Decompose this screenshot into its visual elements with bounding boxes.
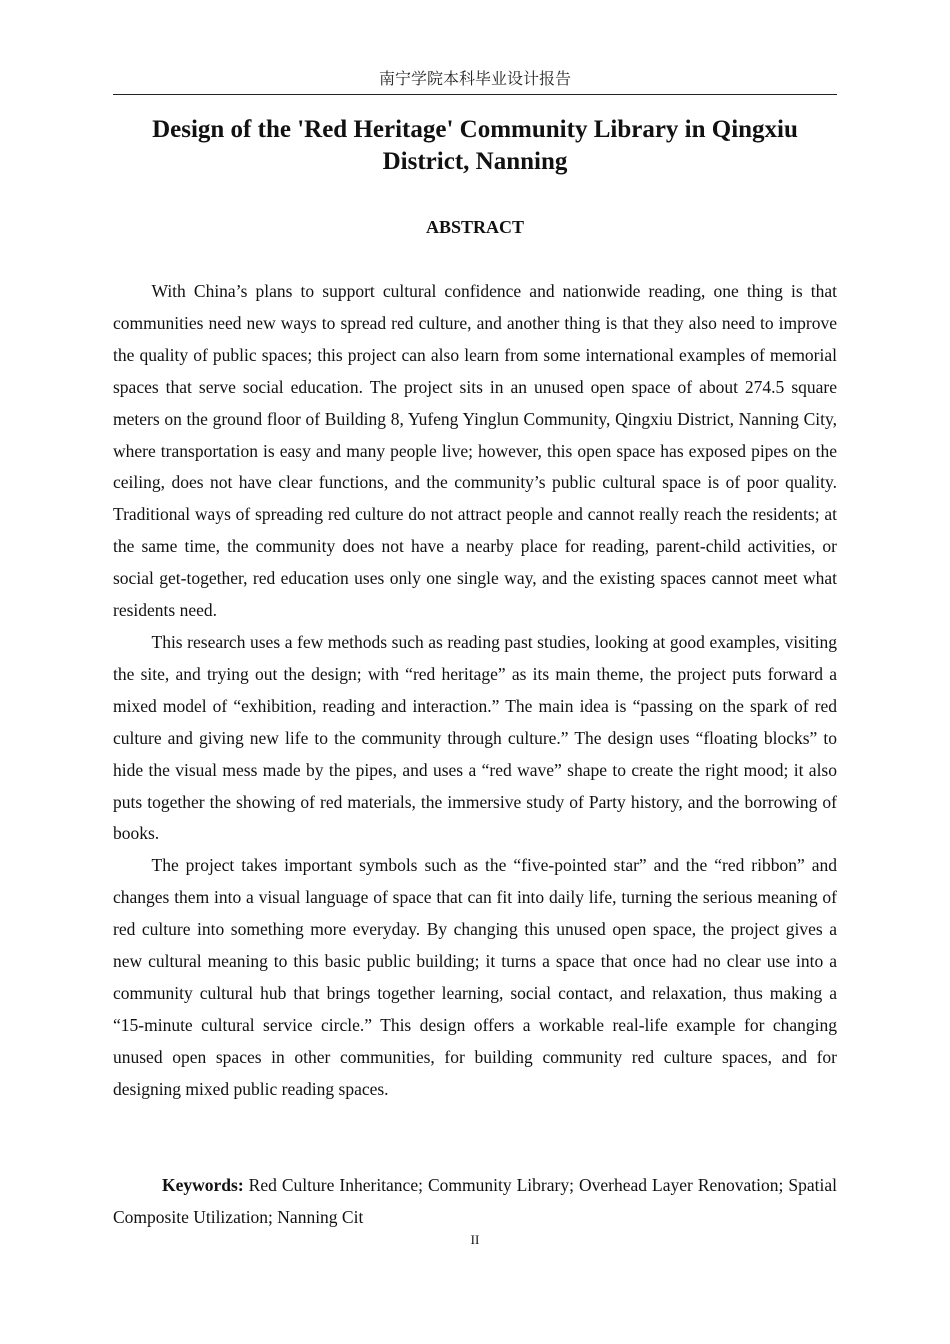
running-header: 南宁学院本科毕业设计报告 <box>378 69 571 88</box>
abstract-paragraph-3: The project takes important symbols such as the “five-pointed star” and the “red ribbon” and changes them into a visual language of space that can fit into daily life, turning the serious meaning of red culture into something more everyday. By changing this unused open space, the project gives a new cultural meaning to this basic public building; it turns a space that once had no clear use into a community cultural hub that brings together learning, social contact, and relaxation, thus making a “15-minute cultural service circle.” This design offers a workable real-life example for changing unused open spaces in other communities, for building community red culture spaces, and for designing mixed public reading spaces. <box>113 855 837 1099</box>
keywords-line <box>113 1170 837 1234</box>
keywords-label: Keywords: <box>162 1175 244 1195</box>
abstract-body <box>113 276 837 1106</box>
abstract-heading: ABSTRACT <box>425 217 525 237</box>
abstract-paragraph-1: With China’s plans to support cultural confidence and nationwide reading, one thing is that communities need new ways to spread red culture, and another thing is that they also need to improve the quality of public spaces; this project can also learn from some international examples of memorial spaces that serve social education. The project sits in an unused open space of about 274.5 square meters on the ground floor of Building 8, Yufeng Yinglun Community, Qingxiu District, Nanning City, where transportation is easy and many people live; however, this open space has exposed pipes on the ceiling, does not have clear functions, and the community’s public cultural space is of poor quality. Traditional ways of spreading red culture do not attract people and cannot really reach the residents; at the same time, the community does not have a nearby place for reading, parent-child activities, or social get-together, red education uses only one single way, and the existing spaces cannot meet what residents need. <box>113 281 837 621</box>
header-divider <box>113 94 837 95</box>
document-title <box>113 114 837 178</box>
title-line-2: District, Nanning <box>382 148 568 175</box>
page-number: II <box>470 1232 480 1247</box>
keywords-text: Red Culture Inheritance; Community Library; Overhead Layer Renovation; Spatial Composite Utilization; Nanning Cit <box>113 1175 837 1227</box>
title-line-1: Design of the 'Red Heritage' Community Library in Qingxiu <box>152 116 798 143</box>
abstract-paragraph-2: This research uses a few methods such as reading past studies, looking at good examples, visiting the site, and trying out the design; with “red heritage” as its main theme, the project puts forward a mixed model of “exhibition, reading and interaction.” The main idea is “passing on the spark of red culture and giving new life to the community through culture.” The design uses “floating blocks” to hide the visual mess made by the pipes, and uses a “red wave” shape to create the right mood; it also puts together the showing of red materials, the immersive study of Party history, and the borrowing of books. <box>113 631 837 844</box>
